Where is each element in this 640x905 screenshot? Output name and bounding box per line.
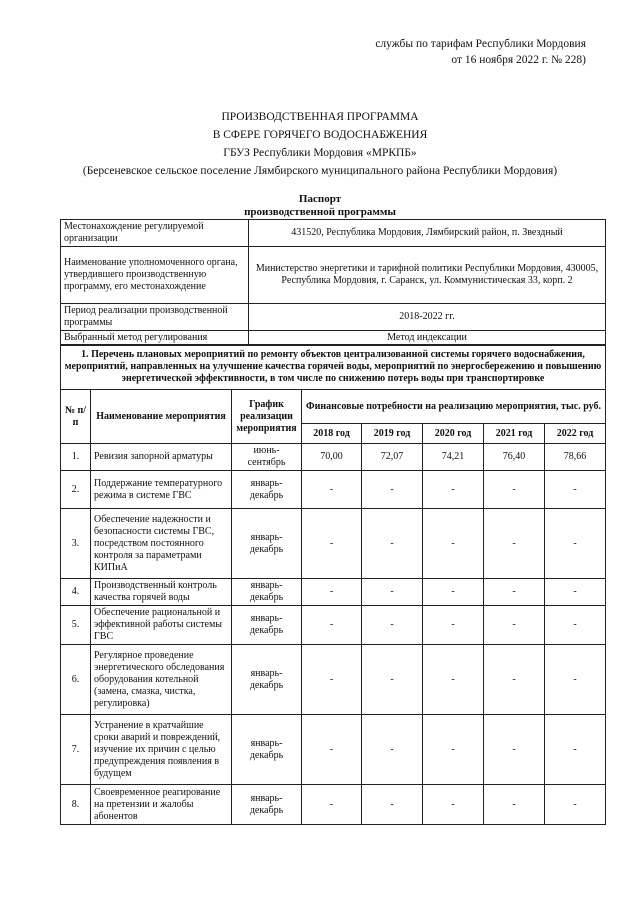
finance-value: - (423, 579, 484, 606)
header-note (375, 36, 586, 68)
measure-rows (61, 444, 606, 825)
passport-label: Период реализации производственной программы (61, 304, 249, 331)
finance-value: - (484, 645, 545, 715)
col-finance-header: Финансовые потребности на реализацию мероприятия, тыс. руб. (302, 390, 606, 424)
finance-value: - (484, 785, 545, 825)
finance-value: - (545, 785, 606, 825)
finance-value: - (545, 579, 606, 606)
finance-value: - (362, 715, 423, 785)
finance-value: - (423, 509, 484, 579)
passport-label: Наименование уполномоченного органа, утвердившего производственную программу, его местонахождение (61, 247, 249, 304)
row-number: 2. (61, 471, 91, 509)
finance-value: - (302, 645, 362, 715)
measures-table (60, 344, 606, 825)
finance-value: - (484, 471, 545, 509)
finance-value: - (362, 579, 423, 606)
finance-value: 70,00 (302, 444, 362, 471)
finance-value: - (484, 579, 545, 606)
passport-title2: производственной программы (244, 206, 396, 218)
year-header: 2019 год (362, 424, 423, 444)
finance-value: - (362, 509, 423, 579)
table-row (61, 785, 606, 825)
section-heading-row (61, 345, 606, 390)
table-row (61, 579, 606, 606)
year-header: 2018 год (302, 424, 362, 444)
title-line1: ПРОИЗВОДСТВЕННАЯ ПРОГРАММА (221, 111, 419, 123)
measure-name: Поддержание температурного режима в системе ГВС (91, 471, 232, 509)
measure-schedule: январь-декабрь (232, 606, 302, 645)
finance-value: - (302, 785, 362, 825)
finance-value: - (484, 715, 545, 785)
finance-value: - (484, 606, 545, 645)
measure-name: Производственный контроль качества горячей воды (91, 579, 232, 606)
table-row (61, 715, 606, 785)
measure-schedule: январь-декабрь (232, 579, 302, 606)
title-line3: ГБУЗ Республики Мордовия «МРКПБ» (223, 147, 417, 159)
passport-label: Местонахождение регулируемой организации (61, 220, 249, 247)
measure-schedule: январь-декабрь (232, 785, 302, 825)
measure-name: Обеспечение надежности и безопасности системы ГВС, посредством постоянного контроля за параметрами КИПиА (91, 509, 232, 579)
passport-value: 431520, Республика Мордовия, Лямбирский район, п. Звездный (249, 220, 606, 247)
finance-value: - (362, 606, 423, 645)
finance-value: - (362, 785, 423, 825)
measure-name: Ревизия запорной арматуры (91, 444, 232, 471)
year-header: 2021 год (484, 424, 545, 444)
title-line4: (Берсеневское сельское поселение Лямбирского муниципального района Республики Мордовия) (82, 165, 558, 177)
header-note-line2: от 16 ноября 2022 г. № 228) (451, 54, 586, 66)
passport-title (0, 193, 640, 219)
measure-schedule: июнь-сентябрь (232, 444, 302, 471)
col-name-header: Наименование мероприятия (91, 390, 232, 444)
finance-value: - (302, 509, 362, 579)
finance-value: - (484, 509, 545, 579)
finance-value: 76,40 (484, 444, 545, 471)
passport-title1: Паспорт (298, 193, 342, 205)
year-header: 2022 год (545, 424, 606, 444)
row-number: 4. (61, 579, 91, 606)
passport-row (61, 247, 606, 304)
finance-value: - (545, 645, 606, 715)
finance-value: - (302, 471, 362, 509)
passport-table (60, 219, 606, 346)
measure-name: Устранение в кратчайшие сроки аварий и повреждений, изучение их причин с целью предупреждения появления в будущем (91, 715, 232, 785)
row-number: 5. (61, 606, 91, 645)
table-row (61, 509, 606, 579)
passport-row (61, 220, 606, 247)
finance-value: - (545, 606, 606, 645)
passport-value: 2018-2022 гг. (249, 304, 606, 331)
year-header: 2020 год (423, 424, 484, 444)
finance-value: - (545, 471, 606, 509)
finance-value: - (302, 579, 362, 606)
header-row (61, 390, 606, 424)
finance-value: - (302, 715, 362, 785)
finance-value: 72,07 (362, 444, 423, 471)
finance-value: - (423, 785, 484, 825)
row-number: 6. (61, 645, 91, 715)
finance-value: - (423, 606, 484, 645)
passport-label: Выбранный метод регулирования (61, 331, 249, 346)
col-num-header: № п/п (61, 390, 91, 444)
measure-schedule: январь-декабрь (232, 645, 302, 715)
measure-name: Своевременное реагирование на претензии и жалобы абонентов (91, 785, 232, 825)
col-schedule-header: График реализации мероприятия (232, 390, 302, 444)
finance-value: 78,66 (545, 444, 606, 471)
measure-schedule: январь-декабрь (232, 471, 302, 509)
finance-value: - (362, 645, 423, 715)
measure-name: Регулярное проведение энергетического обследования оборудования котельной (замена, смазка, чистка, регулировка) (91, 645, 232, 715)
table-row (61, 645, 606, 715)
finance-value: - (423, 715, 484, 785)
measure-schedule: январь-декабрь (232, 509, 302, 579)
passport-row (61, 304, 606, 331)
finance-value: - (423, 645, 484, 715)
finance-value: - (423, 471, 484, 509)
measure-name: Обеспечение рациональной и эффективной работы системы ГВС (91, 606, 232, 645)
document-titles (0, 108, 640, 180)
title-line2: В СФЕРЕ ГОРЯЧЕГО ВОДОСНАБЖЕНИЯ (212, 129, 428, 141)
row-number: 7. (61, 715, 91, 785)
finance-value: - (545, 715, 606, 785)
header-note-line1: службы по тарифам Республики Мордовия (375, 38, 586, 50)
row-number: 1. (61, 444, 91, 471)
row-number: 3. (61, 509, 91, 579)
section-heading: 1. Перечень плановых мероприятий по ремонту объектов централизованной системы горячего водоснабжения, мероприятий, направленных на улучшение качества горячей воды, мероприятий по энергосбережению и повышению энергетической эффективности, в том числе по снижению потерь воды при транспортировке (61, 345, 606, 390)
table-row (61, 444, 606, 471)
finance-value: - (362, 471, 423, 509)
passport-value: Министерство энергетики и тарифной политики Республики Мордовия, 430005, Республика Мордовия, г. Саранск, ул. Коммунистическая 33, корп. 2 (249, 247, 606, 304)
finance-value: - (545, 509, 606, 579)
measure-schedule: январь-декабрь (232, 715, 302, 785)
finance-value: - (302, 606, 362, 645)
finance-value: 74,21 (423, 444, 484, 471)
passport-value: Метод индексации (249, 331, 606, 346)
row-number: 8. (61, 785, 91, 825)
table-row (61, 471, 606, 509)
table-row (61, 606, 606, 645)
